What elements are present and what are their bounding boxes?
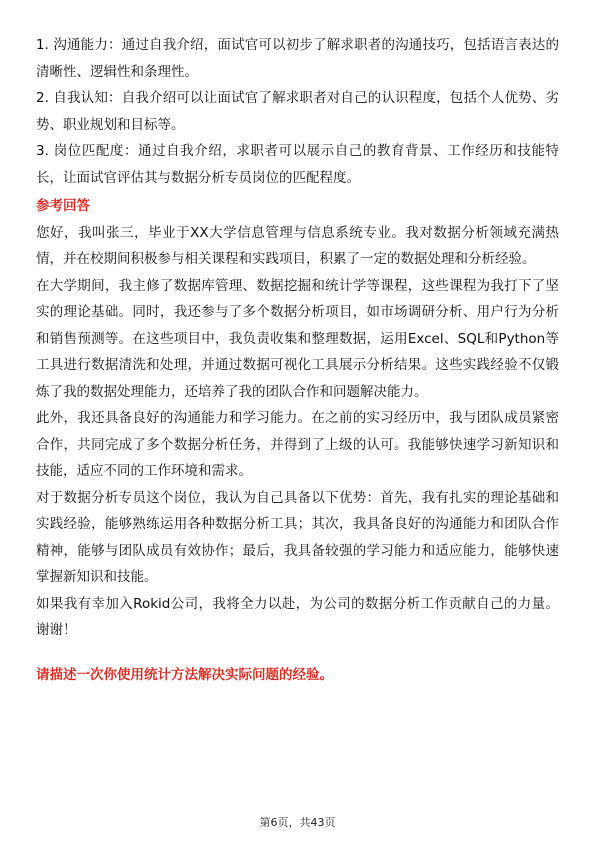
answer-paragraph-closing: 如果我有幸加入Rokid公司，我将全力以赴，为公司的数据分析工作贡献自己的力量。谢谢！ xyxy=(36,595,559,638)
document-body xyxy=(36,32,559,688)
answer-paragraph-university: 在大学期间，我主修了数据库管理、数据挖掘和统计学等课程，这些课程为我打下了坚实的理论基础。同时，我还参与了多个数据分析项目，如市场调研分析、用户行为分析和销售预测等。在这些项目中，我负责收集和整理数据，运用Excel、SQL和Python等工具进行数据清洗和处理，并通过数据可视化工具展示分析结果。这些实践经验不仅锻炼了我的数据处理能力，还培养了我的团队合作和问题解决能力。 xyxy=(36,277,559,400)
answer-paragraph-skills: 此外，我还具备良好的沟通能力和学习能力。在之前的实习经历中，我与团队成员紧密合作，共同完成了多个数据分析任务，并得到了上级的认可。我能够快速学习新知识和技能，适应不同的工作环境和需求。 xyxy=(36,410,559,479)
page-number: 第6页，共43页 xyxy=(259,816,336,829)
next-question: 请描述一次你使用统计方法解决实际问题的经验。 xyxy=(36,666,333,683)
answer-paragraph-advantages: 对于数据分析专员这个岗位，我认为自己具备以下优势：首先，我有扎实的理论基础和实践经验，能够熟练运用各种数据分析工具；其次，我具备良好的沟通能力和团队合作精神，能够与团队成员有效协作；最后，我具备较强的学习能力和适应能力，能够快速掌握新知识和技能。 xyxy=(36,489,559,585)
point-communication: 1. 沟通能力：通过自我介绍，面试官可以初步了解求职者的沟通技巧，包括语言表达的清晰性、逻辑性和条理性。 xyxy=(36,37,559,80)
point-job-fit: 3. 岗位匹配度：通过自我介绍，求职者可以展示自己的教育背景、工作经历和技能特长，让面试官评估其与数据分析专员岗位的匹配程度。 xyxy=(36,143,559,186)
answer-paragraph-intro: 您好，我叫张三，毕业于XX大学信息管理与信息系统专业。我对数据分析领域充满热情，并在校期间积极参与相关课程和实践项目，积累了一定的数据处理和分析经验。 xyxy=(36,224,559,267)
point-self-awareness: 2. 自我认知：自我介绍可以让面试官了解求职者对自己的认识程度，包括个人优势、劣势、职业规划和目标等。 xyxy=(36,90,559,133)
answer-heading: 参考回答 xyxy=(36,198,90,214)
